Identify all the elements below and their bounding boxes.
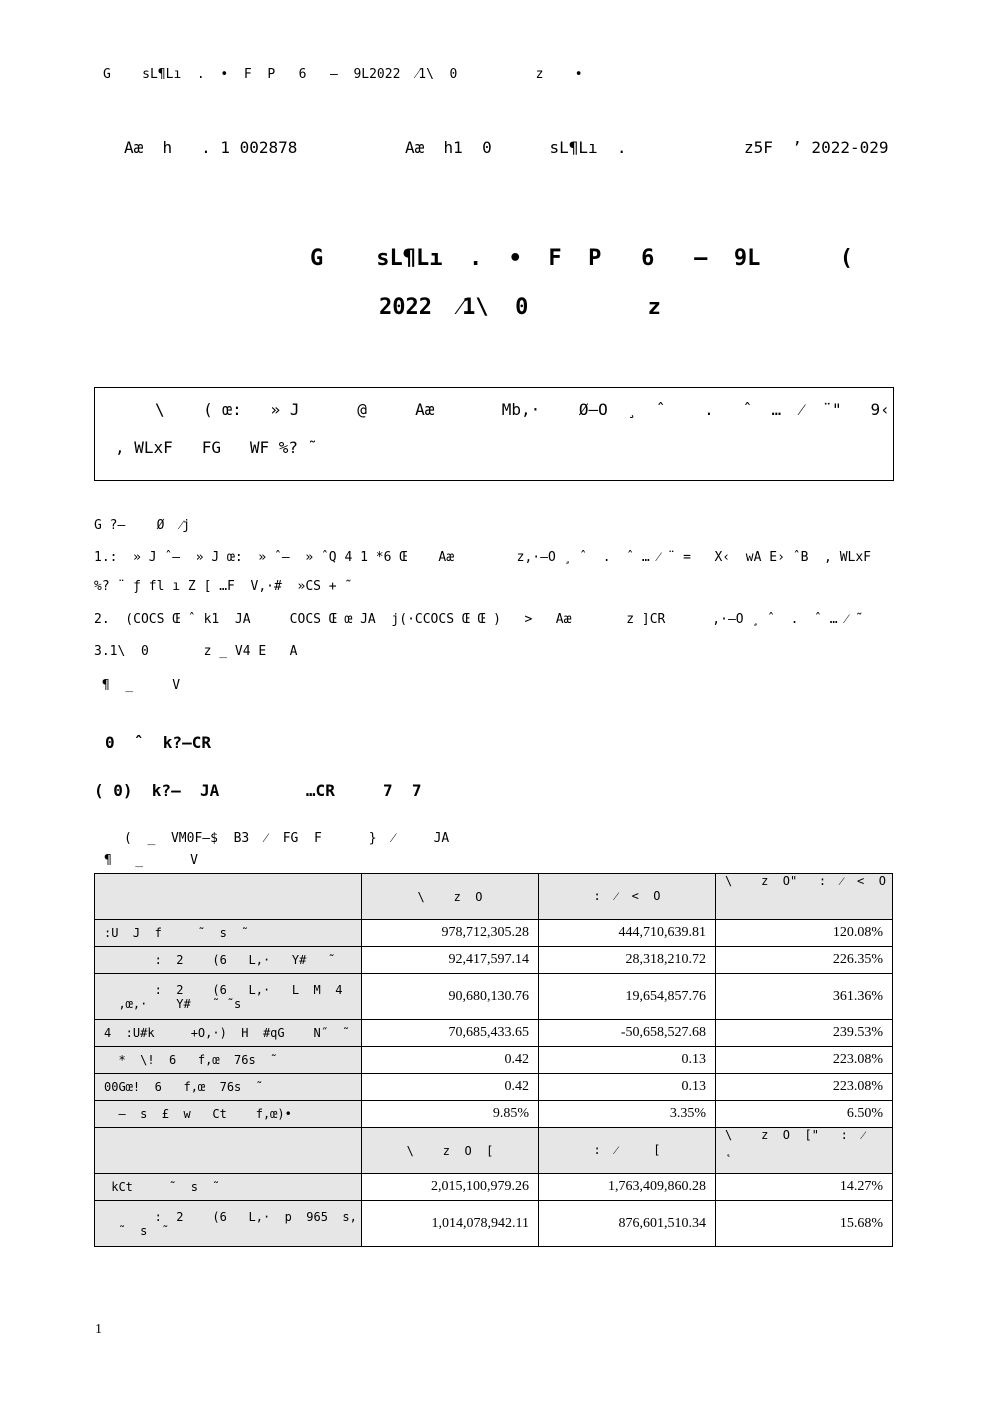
important-item-2: 2. (COCS Œ ˆ k1 JA COCS Œ œ JA j(·CCOCS Œ Œ ) > Aæ z ]CR ,·–O ¸ ˆ . ˆ … ⁄ ˜ [94,612,864,627]
row-current: 978,712,305.28 [362,920,539,947]
document-title-line2: 2022 ⁄1\ 0 z [379,295,661,320]
document-title-line1: G sL¶Lı . • F P 6 – 9L ( [310,246,854,271]
header-yoy-change: \ z O" : ⁄ < O [716,874,893,920]
row-change: 239.53% [716,1020,893,1047]
important-notice-heading: G ?– Ø ⁄j [94,518,191,533]
stock-abbreviation: Aæ h1 0 sL¶Lı . [405,138,627,157]
board-statement-line1: \ ( œ: » J @ Aæ Mb,· Ø–O ¸ ˆ . ˆ … ⁄ ¨" 9‹ [155,400,890,419]
header-change-vs-prior-year-end: \ z O [" : ⁄ ˛ [716,1128,893,1174]
row-current: 70,685,433.65 [362,1020,539,1047]
row-change: 361.36% [716,974,893,1020]
table-row [95,920,893,947]
announcement-number: z5F ’ 2022-029 [744,138,889,157]
table-row [95,947,893,974]
row-label: 00Gœ! 6 f,œ 76s ˜ [95,1074,362,1101]
table-unit: ¶ _ V [104,853,198,868]
header-item [95,874,362,920]
row-label: : 2 (6 L,· Y# ˜ [95,947,362,974]
row-label: – s £ w Ct f,œ)• [95,1101,362,1128]
row-current: 0.42 [362,1074,539,1101]
stock-code: Aæ h . 1 002878 [124,138,298,157]
row-label: : 2 (6 L,· L M 4 ,œ,· Y# ˜ ˜s [95,974,362,1020]
row-change: 120.08% [716,920,893,947]
row-current: 2,015,100,979.26 [362,1174,539,1201]
row-change: 223.08% [716,1047,893,1074]
row-current: 92,417,597.14 [362,947,539,974]
row-previous: 19,654,857.76 [539,974,716,1020]
section-heading-main-data: 0 ˆ k?–CR [105,733,211,752]
row-current: 9.85% [362,1101,539,1128]
table-row [95,1101,893,1128]
table-row [95,1201,893,1247]
row-previous: 28,318,210.72 [539,947,716,974]
row-change: 14.27% [716,1174,893,1201]
row-change: 223.08% [716,1074,893,1101]
row-previous: 876,601,510.34 [539,1201,716,1247]
row-previous: 444,710,639.81 [539,920,716,947]
row-current: 90,680,130.76 [362,974,539,1020]
section-heading-accounting-data: ( 0) k?– JA …CR 7 7 [94,781,422,800]
table-row [95,1047,893,1074]
row-label: : 2 (6 L,· p 965 s, ˜ s ˜ [95,1201,362,1247]
important-item-1-cont: %? ¨ ƒ fl ı Z [ …F V,·# »CS + ˜ [94,579,353,594]
important-item-1: 1.: » J ˆ– » J œ: » ˆ– » ˆQ 4 1 *6 Œ Aæ z,·–O ¸ ˆ . ˆ … ⁄ ¨ = X‹ wA E› ˆB , WLxF [94,550,872,565]
row-previous: 0.13 [539,1074,716,1101]
page-header: G sL¶Lı . • F P 6 – 9L2022 ⁄1\ 0 z • [103,67,583,82]
board-statement-line2: , WLxF FG WF %? ˜ [115,438,318,457]
table-header-row [95,874,893,920]
header-prior-year-end: : ⁄ [ [539,1128,716,1174]
row-label: 4 :U#k +O,·) H #qG N˝ ˜ [95,1020,362,1047]
row-current: 1,014,078,942.11 [362,1201,539,1247]
header-item [95,1128,362,1174]
table-row [95,1074,893,1101]
financial-data-table [94,873,893,1247]
header-prior-period: : ⁄ < O [539,874,716,920]
row-change: 15.68% [716,1201,893,1247]
table-restatement-note: ( _ VM0F–$ B3 ⁄ FG F } ⁄ JA [124,831,450,846]
row-current: 0.42 [362,1047,539,1074]
row-label: :U J f ˜ s ˜ [95,920,362,947]
row-previous: -50,658,527.68 [539,1020,716,1047]
row-change: 226.35% [716,947,893,974]
board-statement-box [94,387,894,481]
important-item-3: 3.1\ 0 z _ V4 E A [94,644,298,659]
table-row [95,1020,893,1047]
header-current-period: \ z O [362,874,539,920]
table-row [95,1174,893,1201]
row-label: * \! 6 f,œ 76s ˜ [95,1047,362,1074]
row-change: 6.50% [716,1101,893,1128]
table-row [95,974,893,1020]
header-current-period-end: \ z O [ [362,1128,539,1174]
row-previous: 1,763,409,860.28 [539,1174,716,1201]
row-previous: 3.35% [539,1101,716,1128]
currency-unit-note: ¶ _ V [94,678,181,693]
page-number: 1 [95,1322,102,1337]
row-previous: 0.13 [539,1047,716,1074]
row-label: kCt ˜ s ˜ [95,1174,362,1201]
table-header-row [95,1128,893,1174]
